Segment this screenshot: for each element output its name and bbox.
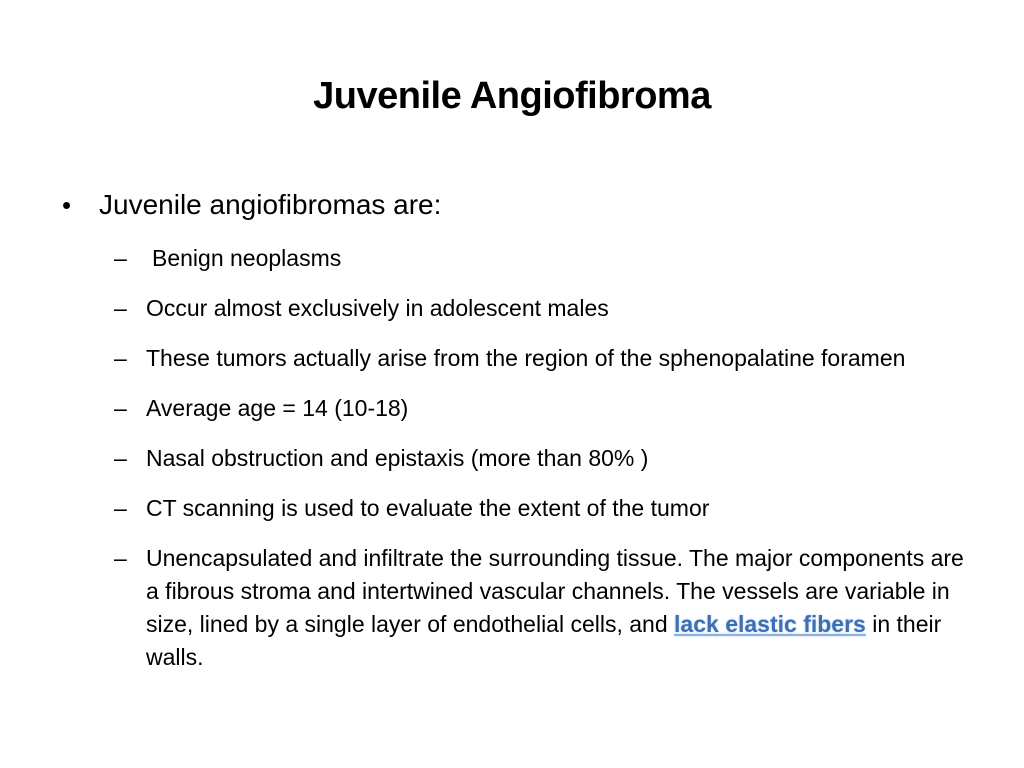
dash-marker: – xyxy=(114,395,127,421)
sub-item-text: Benign neoplasms xyxy=(152,245,342,271)
sub-item-average-age xyxy=(114,392,966,425)
sub-item-text: Average age = 14 (10-18) xyxy=(146,395,409,421)
sub-item-benign xyxy=(114,242,966,275)
sub-item-text xyxy=(146,545,964,670)
bullet-marker: • xyxy=(62,190,72,220)
sub-item-adolescent-males xyxy=(114,292,966,325)
highlighted-term: lack elastic fibers xyxy=(674,611,866,637)
sub-item-text-after: in their walls. xyxy=(146,611,942,670)
dash-marker: – xyxy=(114,445,127,471)
sub-item-sphenopalatine xyxy=(114,342,966,375)
sub-list xyxy=(0,242,1024,674)
sub-item-ct-scanning xyxy=(114,492,966,525)
bullet-text: Juvenile angiofibromas are: xyxy=(99,189,442,220)
slide-title: Juvenile Angiofibroma xyxy=(313,75,711,117)
dash-marker: – xyxy=(114,345,127,371)
sub-item-unencapsulated xyxy=(114,542,966,674)
sub-item-nasal-obstruction xyxy=(114,442,966,475)
sub-item-text: Nasal obstruction and epistaxis (more than 80% ) xyxy=(146,445,649,471)
dash-marker: – xyxy=(114,295,127,321)
dash-marker: – xyxy=(114,245,127,271)
sub-item-text: These tumors actually arise from the region of the sphenopalatine foramen xyxy=(146,345,906,371)
sub-item-text: CT scanning is used to evaluate the extent of the tumor xyxy=(146,495,710,521)
dash-marker: – xyxy=(114,495,127,521)
slide-body xyxy=(0,186,1024,691)
dash-marker: – xyxy=(114,545,127,571)
bullet-item xyxy=(62,186,959,224)
sub-item-text: Occur almost exclusively in adolescent males xyxy=(146,295,609,321)
sub-item-text-before: Unencapsulated and infiltrate the surrounding tissue. The major components are a fibrous stroma and intertwined vascular channels. The vessels are variable in size, lined by a single layer of endothelial cells, and xyxy=(146,545,964,637)
